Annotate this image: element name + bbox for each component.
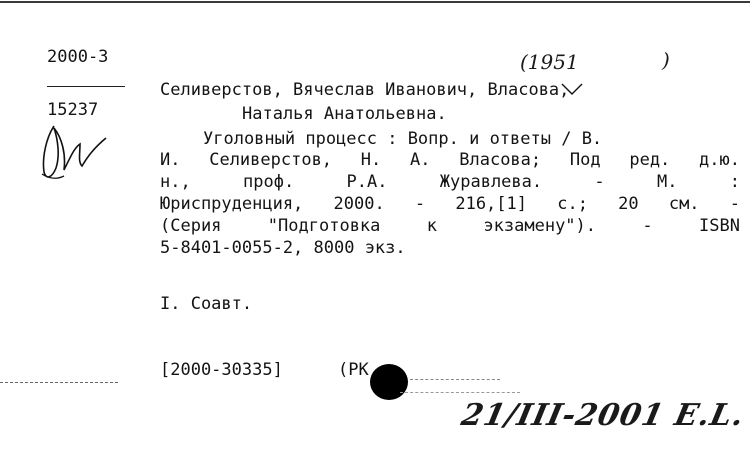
perforation-right bbox=[410, 379, 500, 380]
call-number-top: 2000-3 bbox=[47, 47, 109, 67]
heading-line-2: Наталья Анатольевна. bbox=[242, 104, 447, 124]
record-number: [2000-30335] bbox=[160, 360, 283, 380]
tracing-note: I. Соавт. bbox=[160, 294, 253, 314]
handwritten-date: 21/III-2001 E.L. bbox=[458, 398, 748, 433]
description-line-2: И. Селиверстов, Н. А. Власова; Под ред. д.ю. bbox=[160, 150, 740, 170]
handwritten-year-close: ) bbox=[662, 48, 670, 72]
heading-line-1: Селиверстов, Вячеслав Иванович, Власова, bbox=[160, 80, 570, 100]
call-number-divider bbox=[47, 86, 125, 87]
description-line-4: Юриспруденция, 2000. - 216,[1] с.; 20 см. - bbox=[160, 194, 740, 214]
card-top-edge bbox=[0, 1, 750, 3]
handwritten-year: (1951 bbox=[520, 50, 579, 74]
description-line-1: Уголовный процесс : Вопр. и ответы / В. bbox=[203, 129, 603, 149]
call-number-bottom: 15237 bbox=[47, 100, 99, 120]
record-suffix: (РК bbox=[338, 360, 369, 380]
description-line-6: 5-8401-0055-2, 8000 экз. bbox=[160, 238, 406, 258]
perforation-right-2 bbox=[400, 392, 520, 393]
description-line-3: н., проф. Р.А. Журавлева. - М. : bbox=[160, 172, 740, 192]
handwritten-signature bbox=[36, 118, 116, 190]
perforation-left bbox=[0, 382, 118, 383]
ink-blot bbox=[370, 364, 408, 400]
description-line-5: (Серия "Подготовка к экзамену"). - ISBN bbox=[160, 216, 740, 236]
